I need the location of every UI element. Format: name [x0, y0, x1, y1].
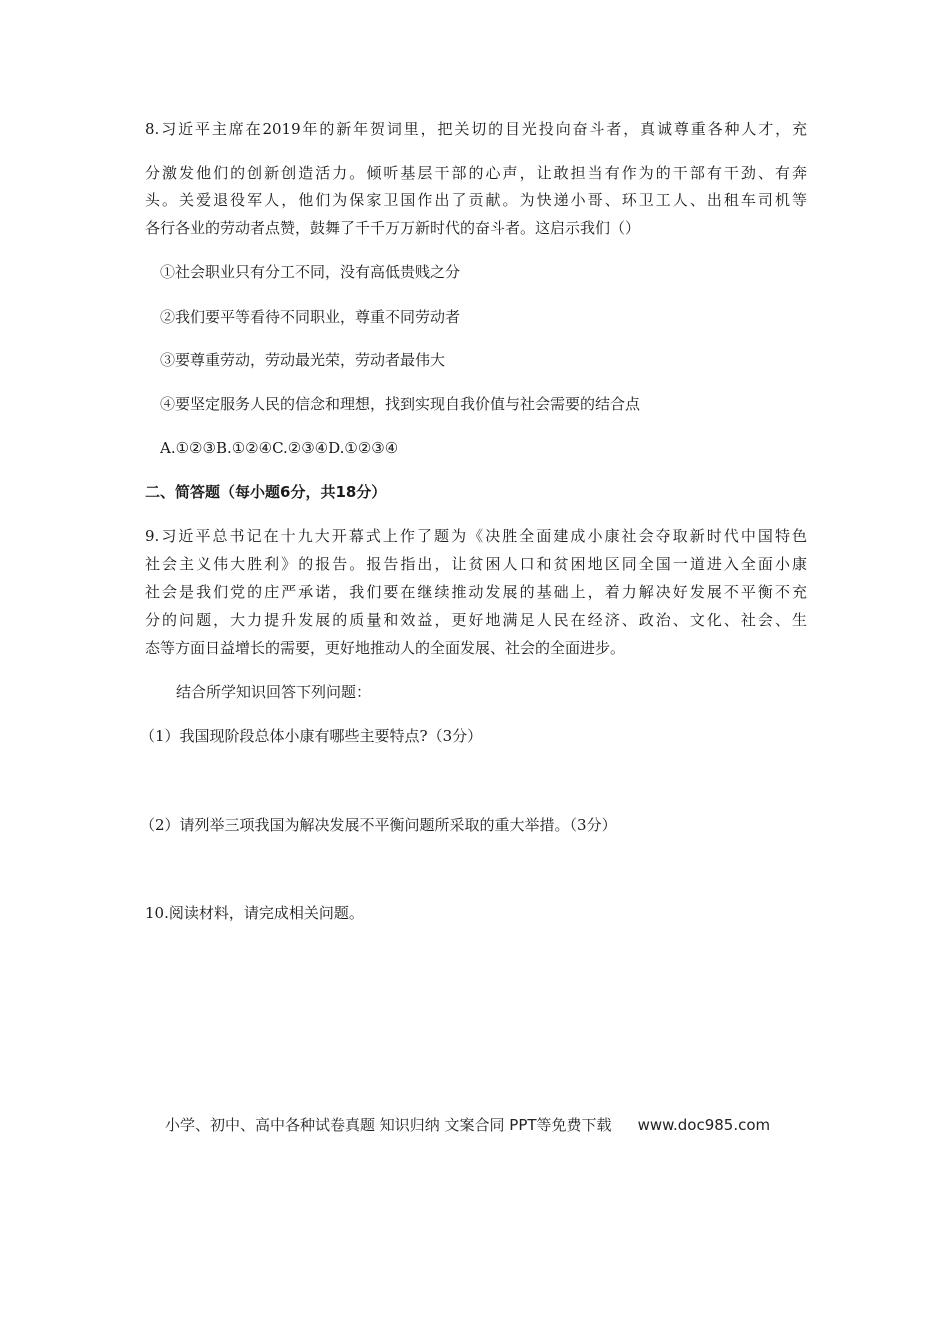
q9-subquestion-1: （1）我国现阶段总体小康有哪些主要特点?（3分） — [140, 727, 483, 745]
q8-line-4: 各行各业的劳动者点赞，鼓舞了千千万万新时代的奋斗者。这启示我们（） — [145, 219, 641, 237]
q8-options: A.①②③B.①②④C.②③④D.①②③④ — [160, 439, 399, 457]
q9-line-2: 社会主义伟大胜利》的报告。报告指出，让贫困人口和贫困地区同全国一道进入全面小康 — [145, 555, 807, 573]
footer-website: www.doc985.com — [637, 1116, 771, 1134]
q9-subquestion-2: （2）请列举三项我国为解决发展不平衡问题所采取的重大举措。（3分） — [140, 816, 617, 834]
q8-statement-2: ②我们要平等看待不同职业，尊重不同劳动者 — [160, 308, 461, 326]
page-footer — [165, 1115, 770, 1135]
q8-statement-1: ①社会职业只有分工不同，没有高低贵贱之分 — [160, 263, 461, 281]
footer-text: 小学、初中、高中各种试卷真题 知识归纳 文案合同 PPT等免费下载 — [165, 1116, 612, 1134]
q8-line-3: 头。关爱退役军人，他们为保家卫国作出了贡献。为快递小哥、环卫工人、出租车司机等 — [145, 191, 807, 209]
q8-line-2: 分激发他们的创新创造活力。倾听基层干部的心声，让敢担当有作为的干部有干劲、有奔 — [145, 164, 807, 182]
q8-line-1: 8.习近平主席在2019年的新年贺词里，把关切的目光投向奋斗者，真诚尊重各种人才，充 — [145, 120, 807, 138]
q9-line-3: 社会是我们党的庄严承诺，我们要在继续推动发展的基础上，着力解决好发展不平衡不充 — [145, 583, 807, 601]
q9-prompt: 结合所学知识回答下列问题： — [176, 683, 372, 701]
q9-line-5: 态等方面日益增长的需要，更好地推动人的全面发展、社会的全面进步。 — [145, 639, 626, 657]
q9-line-1: 9.习近平总书记在十九大开幕式上作了题为《决胜全面建成小康社会夺取新时代中国特色 — [145, 527, 807, 545]
q10-title: 10.阅读材料，请完成相关问题。 — [145, 904, 364, 922]
q8-statement-3: ③要尊重劳动，劳动最光荣，劳动者最伟大 — [160, 351, 446, 369]
section-heading: 二、简答题（每小题6分，共18分） — [145, 483, 387, 501]
q9-line-4: 分的问题，大力提升发展的质量和效益，更好地满足人民在经济、政治、文化、社会、生 — [145, 611, 807, 629]
q8-statement-4: ④要坚定服务人民的信念和理想，找到实现自我价值与社会需要的结合点 — [160, 395, 641, 413]
